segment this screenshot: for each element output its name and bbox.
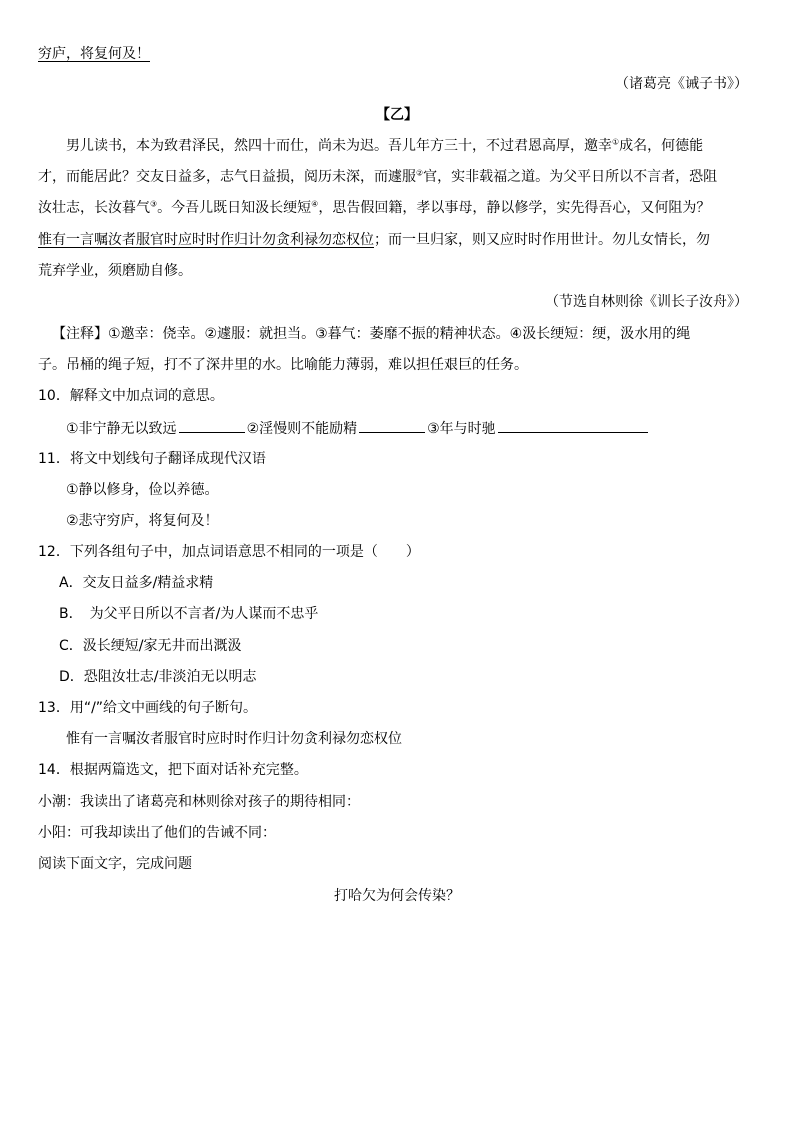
q14-stem: 14．根据两篇选文，把下面对话补充完整。: [38, 762, 308, 778]
q12-option-a: A．交友日益多/精益求精: [59, 575, 214, 591]
yi-line-4: 惟有一言嘱汝者服官时应时时作归计勿贪利禄勿恋权位；而一旦归家，则又应时时作用世计。勿儿女情长，勿: [38, 232, 710, 248]
q11-stem: 11．将文中划线句子翻译成现代汉语: [38, 451, 266, 467]
q10-item-2: ②淫慢则不能励精: [246, 421, 358, 437]
notes-line-1: 【注释】①邀幸：侥幸。②遽服：就担当。③暮气：萎靡不振的精神状态。④汲长绠短：绠，汲水用的绳: [52, 326, 691, 342]
q12-option-b: B． 为父平日所以不言者/为人谋而不忠乎: [59, 606, 319, 622]
q12-stem: 12．下列各组句子中，加点词语意思不相同的一项是（ ）: [38, 544, 420, 560]
q10-blank-3[interactable]: [498, 418, 648, 433]
q12-option-c: C．汲长绠短/家无井而出溉汲: [59, 638, 242, 654]
note-ref-2: ②: [416, 168, 424, 178]
note-ref-3: ③: [150, 199, 158, 209]
yi-source: （节选自林则徐《训长子汝舟》）: [545, 294, 748, 310]
q14-line-2: 小阳：可我却读出了他们的告诫不同：: [38, 825, 276, 841]
yi-line-3: 汝壮志，长汝暮气③。今吾儿既日知汲长绠短④，思告假回籍，孝以事母，静以修学，实先得吾心，又何阻为？: [38, 199, 711, 216]
q13-sentence: 惟有一言嘱汝者服官时应时时作归计勿贪利禄勿恋权位: [66, 731, 402, 747]
next-title: 打哈欠为何会传染？: [334, 888, 460, 904]
note-ref-4: ④: [311, 199, 319, 209]
yi-line-5: 荒弃学业，须磨励自修。: [38, 263, 192, 279]
yi-line-2: 才，而能居此？交友日益多，志气日益损，阅历未深，而遽服②官，实非载福之道。为父平日所以不言者，恐阻: [38, 168, 718, 185]
q11-item-2: ②悲守穷庐，将复何及！: [66, 513, 219, 529]
yi-line-1: 男儿读书，本为致君泽民，然四十而仕，尚未为迟。吾儿年方三十，不过君恩高厚，邀幸①成名，何德能: [66, 137, 704, 154]
q13-stem: 13．用“/”给文中画线的句子断句。: [38, 700, 258, 716]
q10-stem: 10．解释文中加点词的意思。: [38, 388, 224, 404]
next-instruction: 阅读下面文字，完成问题: [38, 856, 192, 872]
jia-tail-line: 穷庐，将复何及！: [38, 46, 150, 62]
q14-line-1: 小潮：我读出了诸葛亮和林则徐对孩子的期待相同：: [38, 794, 360, 810]
q12-option-d: D．恐阻汝壮志/非淡泊无以明志: [59, 669, 257, 685]
notes-line-2: 子。吊桶的绳子短，打不了深井里的水。比喻能力薄弱，难以担任艰巨的任务。: [38, 357, 528, 373]
q10-blank-1[interactable]: [179, 418, 245, 433]
q10-item-3: ③年与时驰: [427, 421, 496, 437]
underlined-sentence: 惟有一言嘱汝者服官时应时时作归计勿贪利禄勿恋权位: [38, 232, 374, 248]
q10-item-1: ①非宁静无以致远: [66, 421, 177, 437]
yi-heading: 【乙】: [376, 107, 418, 123]
jia-source: （诸葛亮《诫子书》）: [615, 76, 748, 92]
q10-blank-2[interactable]: [359, 418, 425, 433]
q11-item-1: ①静以修身，俭以养德。: [66, 482, 219, 498]
note-ref-1: ①: [612, 137, 620, 147]
q10-items: [66, 418, 650, 439]
